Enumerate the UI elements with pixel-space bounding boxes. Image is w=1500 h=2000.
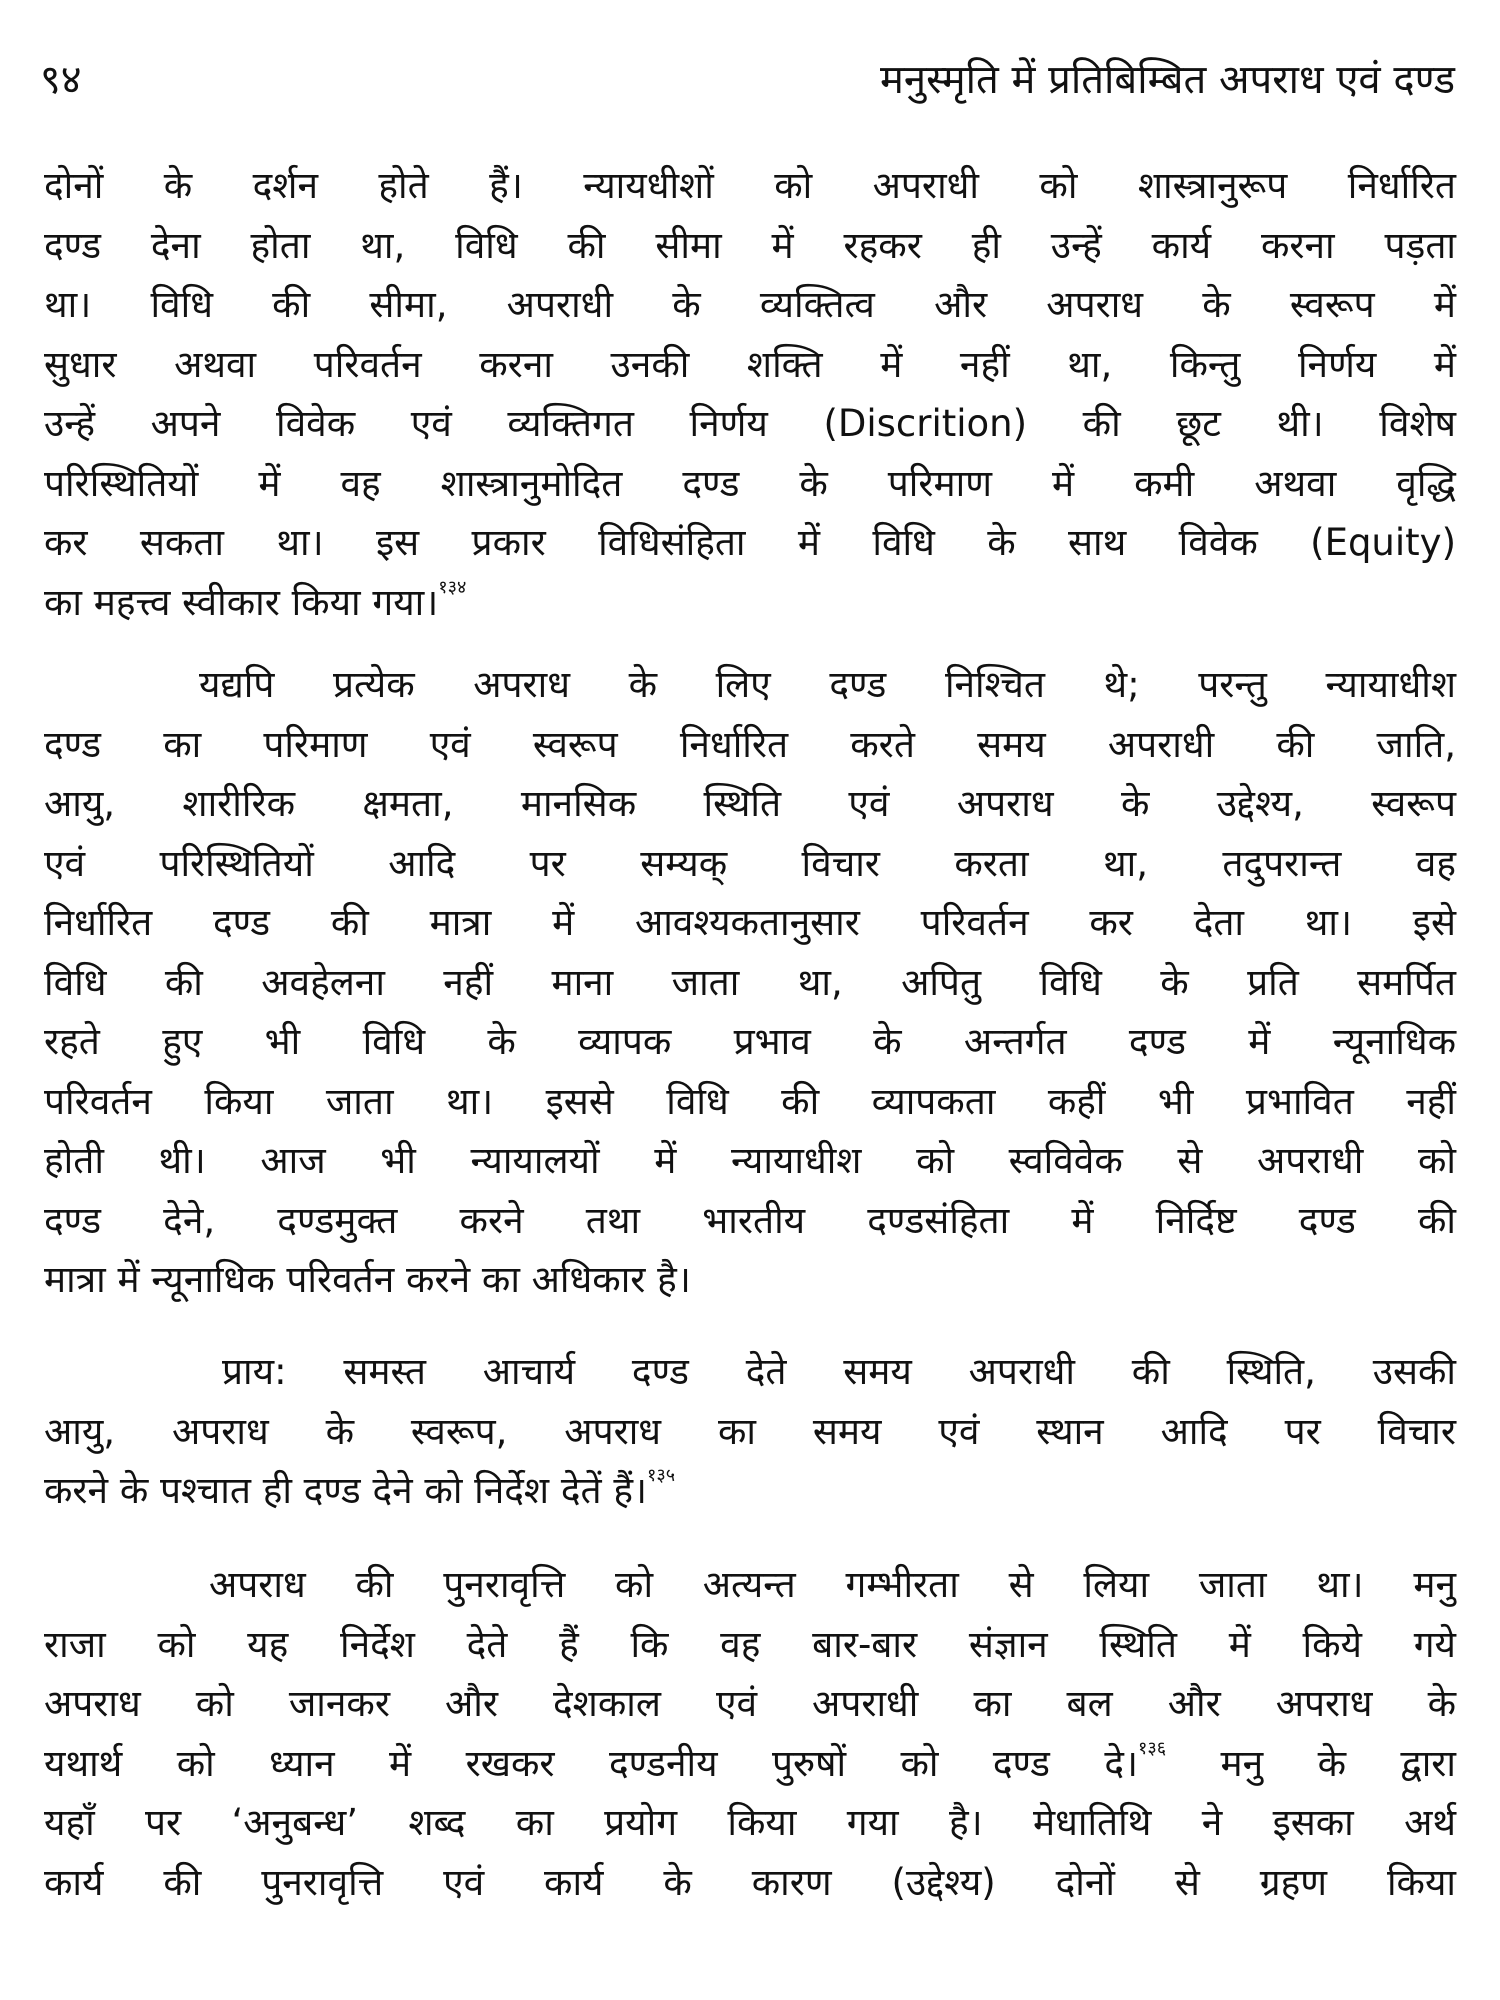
- text-line: था। विधि की सीमा, अपराधी के व्यक्तित्व और अपराध के स्वरूप में: [44, 283, 1456, 326]
- footnote-ref: १३५: [647, 1465, 676, 1486]
- text-line: निर्धारित दण्ड की मात्रा में आवश्यकतानुसार परिवर्तन कर देता था। इसे: [44, 901, 1456, 944]
- line-text: करने के पश्चात ही दण्ड देने को निर्देश देतें हैं।: [44, 1469, 648, 1512]
- text-line: आयु, शारीरिक क्षमता, मानसिक स्थिति एवं अपराध के उद्देश्य, स्वरूप: [44, 782, 1456, 825]
- text-line: कार्य की पुनरावृत्ति एवं कार्य के कारण (उद्देश्य) दोनों से ग्रहण किया: [44, 1860, 1456, 1904]
- text-line: दण्ड देने, दण्डमुक्त करने तथा भारतीय दण्डसंहिता में निर्दिष्ट दण्ड की: [44, 1198, 1456, 1242]
- text-line: परिवर्तन किया जाता था। इससे विधि की व्यापकता कहीं भी प्रभावित नहीं: [44, 1079, 1456, 1123]
- footnote-ref: १३६: [1138, 1737, 1167, 1759]
- text-line: एवं परिस्थितियों आदि पर सम्यक् विचार करता था, तदुपरान्त वह: [44, 841, 1456, 885]
- text-line: [44, 1461, 1456, 1521]
- text-line: दण्ड देना होता था, विधि की सीमा में रहकर ही उन्हें कार्य करना पड़ता: [44, 223, 1456, 267]
- text-line: [44, 1734, 1456, 1794]
- text-line: रहते हुए भी विधि के व्यापक प्रभाव के अन्तर्गत दण्ड में न्यूनाधिक: [44, 1020, 1456, 1063]
- text-line: सुधार अथवा परिवर्तन करना उनकी शक्ति में नहीं था, किन्तु निर्णय में: [44, 342, 1456, 386]
- text-line: अपराध को जानकर और देशकाल एवं अपराधी का बल और अपराध के: [44, 1682, 1456, 1725]
- paragraph-2: [44, 655, 1456, 1310]
- paragraph-4: [44, 1555, 1456, 1912]
- text-line: उन्हें अपने विवेक एवं व्यक्तिगत निर्णय (Discrition) की छूट थी। विशेष: [44, 402, 1456, 445]
- page-number: ९४: [40, 57, 82, 103]
- text-line: यहाँ पर ‘अनुबन्ध’ शब्द का प्रयोग किया गया है। मेधातिथि ने इसका अर्थ: [44, 1801, 1456, 1844]
- text-line: अपराध की पुनरावृत्ति को अत्यन्त गम्भीरता से लिया जाता था। मनु: [209, 1563, 1456, 1606]
- text-line: दण्ड का परिमाण एवं स्वरूप निर्धारित करते समय अपराधी की जाति,: [44, 722, 1456, 766]
- line-text: का महत्त्व स्वीकार किया गया।: [44, 580, 439, 624]
- text-line: यद्यपि प्रत्येक अपराध के लिए दण्ड निश्चित थे; परन्तु न्यायाधीश: [199, 663, 1456, 706]
- line-text: यथार्थ को ध्यान में रखकर दण्डनीय पुरुषों को दण्ड दे।: [44, 1741, 1139, 1785]
- text-line: परिस्थितियों में वह शास्त्रानुमोदित दण्ड के परिमाण में कमी अथवा वृद्धि: [44, 461, 1456, 505]
- text-line: कर सकता था। इस प्रकार विधिसंहिता में विधि के साथ विवेक (Equity): [44, 521, 1456, 564]
- text-line: दोनों के दर्शन होते हैं। न्यायधीशों को अपराधी को शास्त्रानुरूप निर्धारित: [44, 164, 1456, 207]
- paragraph-3: [44, 1342, 1456, 1521]
- footnote-ref: १३४: [438, 576, 467, 598]
- text-line: [44, 573, 1456, 633]
- text-line: राजा को यह निर्देश देते हैं कि वह बार-बार संज्ञान स्थिति में किये गये: [44, 1622, 1456, 1666]
- running-title: मनुस्मृति में प्रतिबिम्बित अपराध एवं दण्ड: [880, 57, 1455, 103]
- text-line: आयु, अपराध के स्वरूप, अपराध का समय एवं स्थान आदि पर विचार: [44, 1409, 1456, 1453]
- line-text: मनु के द्वारा: [1166, 1741, 1457, 1785]
- text-line: विधि की अवहेलना नहीं माना जाता था, अपितु विधि के प्रति समर्पित: [44, 960, 1456, 1004]
- text-line: प्राय: समस्त आचार्य दण्ड देते समय अपराधी की स्थिति, उसकी: [222, 1350, 1456, 1393]
- paragraph-1: [44, 156, 1456, 632]
- text-line: मात्रा में न्यूनाधिक परिवर्तन करने का अधिकार है।: [44, 1258, 691, 1301]
- text-line: होती थी। आज भी न्यायालयों में न्यायाधीश को स्वविवेक से अपराधी को: [44, 1139, 1456, 1182]
